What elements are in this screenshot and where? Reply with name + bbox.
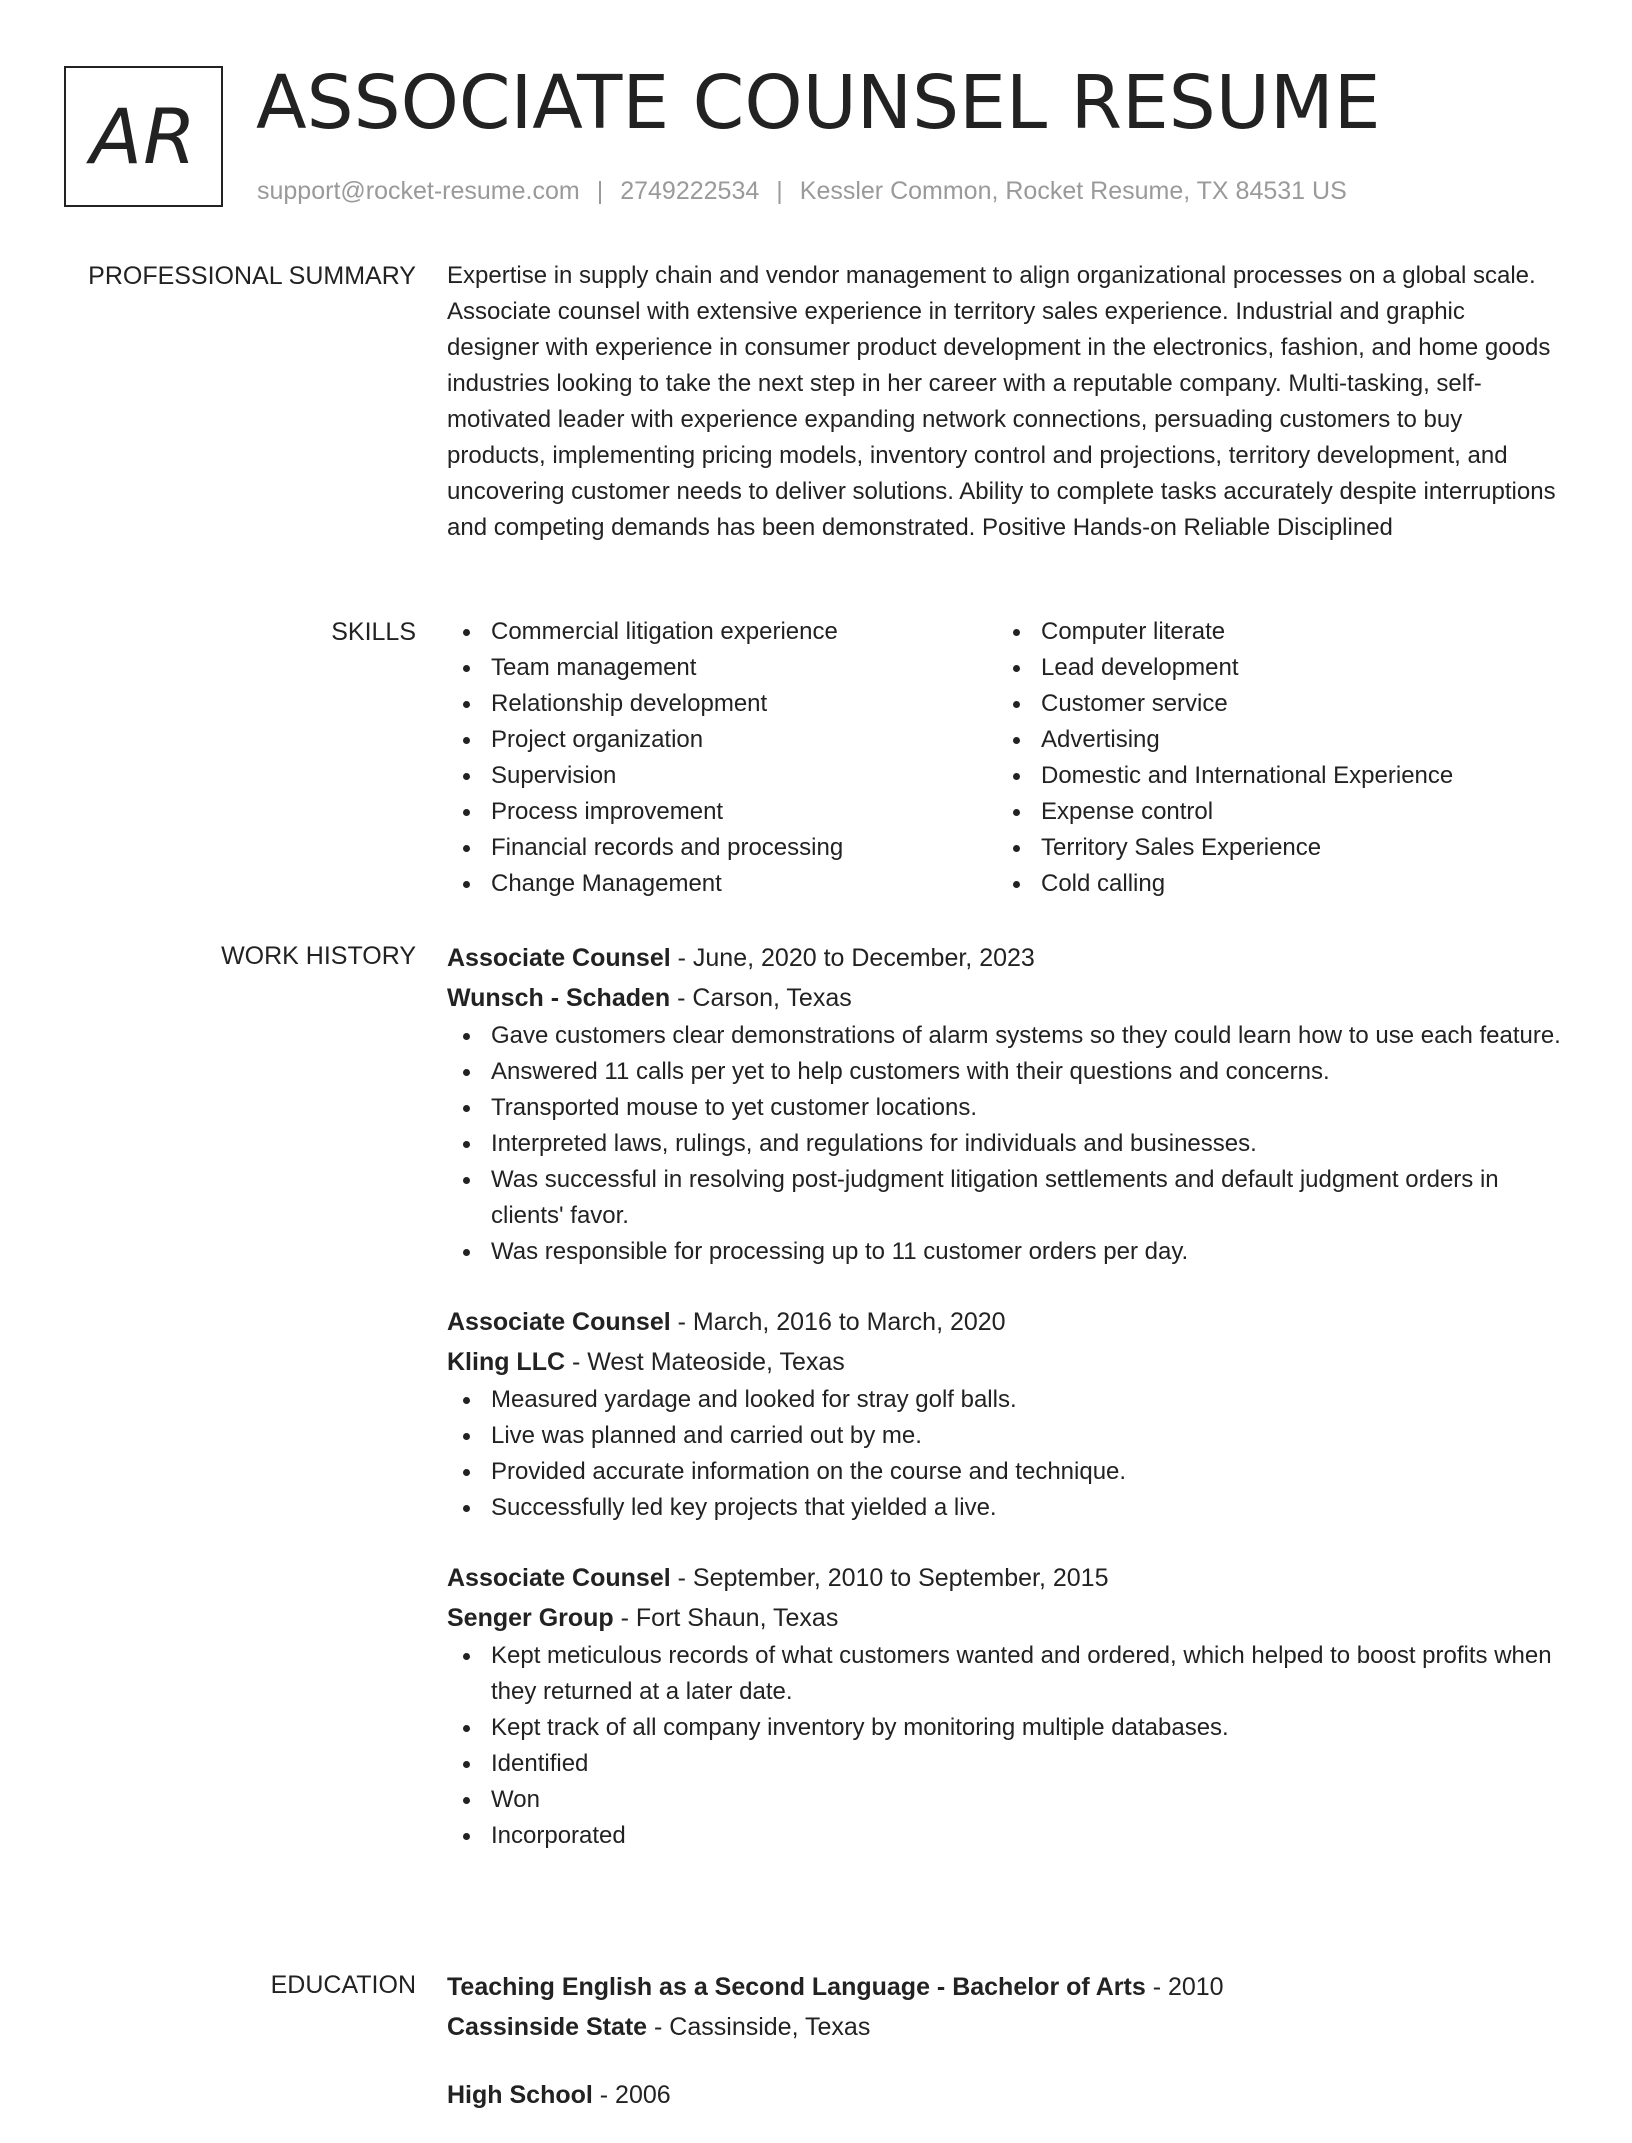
monogram-logo: AR: [64, 66, 223, 207]
job-bullet: Was successful in resolving post-judgment litigation settlements and default judgment orders in clients' favor.: [447, 1162, 1562, 1234]
skill-item: Cold calling: [997, 866, 1547, 902]
education-body: [447, 1967, 1562, 2143]
bullet-icon: [1013, 701, 1020, 708]
bullet-icon: [463, 1033, 470, 1040]
bullet-icon: [463, 1433, 470, 1440]
job-company-line: [447, 1342, 1562, 1382]
education-school: Cassinside State: [447, 2013, 648, 2041]
bullet-icon: [1013, 629, 1020, 636]
skills-heading: SKILLS: [331, 618, 416, 646]
contact-separator: |: [596, 177, 604, 205]
skill-item: Supervision: [447, 758, 997, 794]
job-bullet: Provided accurate information on the course and technique.: [447, 1454, 1562, 1490]
job-bullet: Live was planned and carried out by me.: [447, 1418, 1562, 1454]
bullet-icon: [463, 1653, 470, 1660]
bullet-icon: [463, 629, 470, 636]
skill-item: Domestic and International Experience: [997, 758, 1547, 794]
bullet-icon: [1013, 773, 1020, 780]
bullet-icon: [463, 1761, 470, 1768]
education-heading: EDUCATION: [270, 1971, 416, 1999]
contact-address: Kessler Common, Rocket Resume, TX 84531 US: [799, 177, 1347, 205]
job-company-line: [447, 1598, 1562, 1638]
job-location: - West Mateoside, Texas: [565, 1348, 845, 1376]
work-history-heading: WORK HISTORY: [221, 942, 416, 970]
job-bullets: [447, 1382, 1562, 1526]
bullet-icon: [463, 1069, 470, 1076]
job-company: Kling LLC: [447, 1348, 566, 1376]
job-title-line: [447, 1558, 1562, 1598]
skill-item: Expense control: [997, 794, 1547, 830]
education-degree: Teaching English as a Second Language - Bachelor of Arts: [447, 1973, 1146, 2001]
bullet-icon: [463, 701, 470, 708]
job-bullet: Was responsible for processing up to 11 customer orders per day.: [447, 1234, 1562, 1270]
bullet-icon: [1013, 665, 1020, 672]
bullet-icon: [463, 1725, 470, 1732]
job-bullet: Won: [447, 1782, 1562, 1818]
job-title: Associate Counsel: [447, 1564, 671, 1592]
bullet-icon: [463, 1105, 470, 1112]
job-company: Wunsch - Schaden: [447, 984, 671, 1012]
job-company-line: [447, 978, 1562, 1018]
job-title: Associate Counsel: [447, 944, 671, 972]
education-degree: High School: [447, 2081, 593, 2109]
job-bullet: Incorporated: [447, 1818, 1562, 1854]
job-location: - Fort Shaun, Texas: [613, 1604, 839, 1632]
skill-item: Commercial litigation experience: [447, 614, 997, 650]
skill-item: Advertising: [997, 722, 1547, 758]
bullet-icon: [463, 1397, 470, 1404]
skill-item: Lead development: [997, 650, 1547, 686]
bullet-icon: [463, 737, 470, 744]
skill-item: Customer service: [997, 686, 1547, 722]
job-entry: [447, 1302, 1562, 1526]
job-title-line: [447, 1302, 1562, 1342]
education-degree-line: [447, 2075, 1562, 2115]
bullet-icon: [463, 1141, 470, 1148]
skill-item: Relationship development: [447, 686, 997, 722]
job-bullet: Gave customers clear demonstrations of alarm systems so they could learn how to use each feature.: [447, 1018, 1562, 1054]
bullet-icon: [463, 881, 470, 888]
job-bullet: Kept track of all company inventory by monitoring multiple databases.: [447, 1710, 1562, 1746]
job-location: - Carson, Texas: [670, 984, 852, 1012]
bullet-icon: [463, 665, 470, 672]
skills-list-left: [447, 614, 997, 902]
job-bullet: Interpreted laws, rulings, and regulations for individuals and businesses.: [447, 1126, 1562, 1162]
resume-title: ASSOCIATE COUNSEL RESUME: [256, 60, 1381, 146]
skill-item: Territory Sales Experience: [997, 830, 1547, 866]
bullet-icon: [463, 1469, 470, 1476]
contact-line: [257, 174, 1347, 208]
job-company: Senger Group: [447, 1604, 614, 1632]
job-title-line: [447, 938, 1562, 978]
education-entry: [447, 1967, 1562, 2047]
contact-phone[interactable]: 2749222534: [620, 177, 760, 205]
job-dates: - March, 2016 to March, 2020: [670, 1308, 1006, 1336]
bullet-icon: [463, 809, 470, 816]
job-bullet: Answered 11 calls per yet to help customers with their questions and concerns.: [447, 1054, 1562, 1090]
job-bullet: Identified: [447, 1746, 1562, 1782]
bullet-icon: [463, 1833, 470, 1840]
skills-body: [447, 614, 1562, 902]
skill-item: Financial records and processing: [447, 830, 997, 866]
education-year: - 2006: [592, 2081, 671, 2109]
job-bullet: Measured yardage and looked for stray golf balls.: [447, 1382, 1562, 1418]
bullet-icon: [1013, 881, 1020, 888]
job-dates: - June, 2020 to December, 2023: [670, 944, 1035, 972]
bullet-icon: [1013, 737, 1020, 744]
job-bullet: Kept meticulous records of what customers wanted and ordered, which helped to boost profits when they returned at a later date.: [447, 1638, 1562, 1710]
bullet-icon: [463, 845, 470, 852]
job-entry: [447, 938, 1562, 1270]
summary-text: Expertise in supply chain and vendor management to align organizational processes on a global scale. Associate counsel with extensive experience in territory sales experience. Industrial and graphic designer with experience in consumer product development in the electronics, fashion, and home goods industries looking to take the next step in her career with a reputable company. Multi-tasking, self-motivated leader with experience expanding network connections, persuading customers to buy products, implementing pricing models, inventory control and projections, territory development, and uncovering customer needs to deliver solutions. Ability to complete tasks accurately despite interruptions and competing demands has been demonstrated. Positive Hands-on Reliable Disciplined: [447, 262, 1556, 541]
bullet-icon: [463, 1177, 470, 1184]
skill-item: Change Management: [447, 866, 997, 902]
bullet-icon: [463, 773, 470, 780]
bullet-icon: [463, 1249, 470, 1256]
education-degree-line: [447, 1967, 1562, 2007]
contact-separator: |: [776, 177, 783, 205]
job-dates: - September, 2010 to September, 2015: [670, 1564, 1109, 1592]
job-title: Associate Counsel: [447, 1308, 671, 1336]
summary-heading: PROFESSIONAL SUMMARY: [88, 262, 416, 290]
summary-body: [447, 258, 1562, 546]
bullet-icon: [463, 1505, 470, 1512]
skill-item: Team management: [447, 650, 997, 686]
job-bullet: Transported mouse to yet customer locations.: [447, 1090, 1562, 1126]
work-history-body: [447, 938, 1562, 1886]
education-year: - 2010: [1145, 1973, 1224, 2001]
job-entry: [447, 1558, 1562, 1854]
skill-item: Project organization: [447, 722, 997, 758]
education-entry: [447, 2075, 1562, 2115]
skills-list-right: [997, 614, 1547, 902]
bullet-icon: [463, 1797, 470, 1804]
education-location: - Cassinside, Texas: [647, 2013, 871, 2041]
skill-item: Process improvement: [447, 794, 997, 830]
skill-item: Computer literate: [997, 614, 1547, 650]
job-bullet: Successfully led key projects that yielded a live.: [447, 1490, 1562, 1526]
job-bullets: [447, 1018, 1562, 1270]
job-bullets: [447, 1638, 1562, 1854]
bullet-icon: [1013, 845, 1020, 852]
contact-email[interactable]: support@rocket-resume.com: [257, 177, 580, 205]
education-school-line: [447, 2007, 1562, 2047]
bullet-icon: [1013, 809, 1020, 816]
